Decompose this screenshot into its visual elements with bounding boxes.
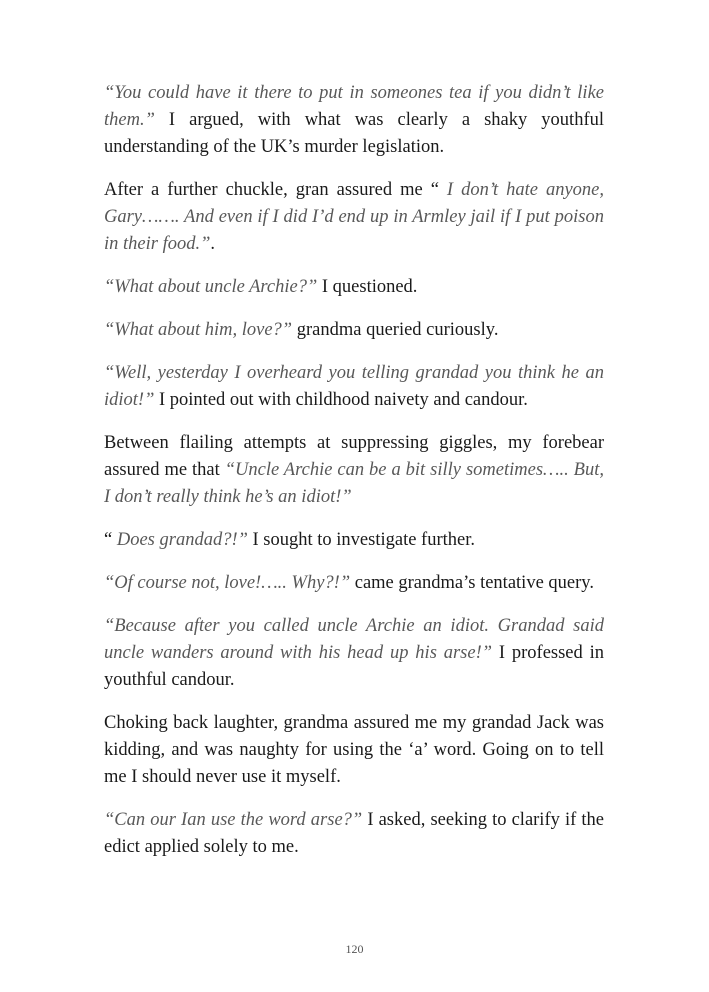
dialogue-text: Does grandad?!” [116,530,248,550]
narration-text: I asked, seeking to clarify if the edict applied solely to me. [104,810,604,857]
paragraph [104,807,604,861]
narration-text: grandma queried curiously. [292,320,499,340]
paragraph [104,430,604,511]
dialogue-text: I don’t hate anyone, Gary……. And even if I did I’d end up in Armley jail if I put poison in their food.” [104,180,604,254]
narration-text: . [210,234,216,254]
narration-text: Between flailing attempts at suppressing giggles, my forebear assured me that [104,433,604,480]
paragraph [104,177,604,258]
body-text [104,80,604,877]
narration-text: I professed in youthful candour. [104,643,604,690]
dialogue-text: “Because after you called uncle Archie an idiot. Grandad said uncle wanders around with his head up his arse!” [104,616,604,663]
narration-text: I sought to investigate further. [247,530,475,550]
paragraph [104,570,604,597]
narration-text: After a further chuckle, gran assured me “ [104,180,447,200]
narration-text: came grandma’s tentative query. [350,573,594,593]
paragraph [104,317,604,344]
dialogue-text: “Well, yesterday I overheard you telling grandad you think he an idiot!” [104,363,604,410]
dialogue-text: “What about him, love?” [104,320,293,340]
narration-text: “ [104,530,117,550]
narration-text: I argued, with what was clearly a shaky youthful understanding of the UK’s murder legislation. [104,110,604,157]
dialogue-text: “Uncle Archie can be a bit silly sometimes….. But, I don’t really think he’s an idiot!” [104,460,604,507]
paragraph [104,527,604,554]
paragraph [104,274,604,301]
page-number: 120 [345,942,364,956]
narration-text: I questioned. [317,277,418,297]
paragraph [104,80,604,161]
paragraph [104,710,604,791]
narration-text: I pointed out with childhood naivety and candour. [154,390,528,410]
dialogue-text: “Of course not, love!….. Why?!” [104,573,351,593]
paragraph [104,613,604,694]
dialogue-text: “What about uncle Archie?” [104,277,318,297]
dialogue-text: “You could have it there to put in someones tea if you didn’t like them.” [104,83,604,130]
paragraph [104,360,604,414]
narration-text: Choking back laughter, grandma assured me my grandad Jack was kidding, and was naughty for using the ‘a’ word. Going on to tell me I should never use it myself. [104,713,604,787]
dialogue-text: “Can our Ian use the word arse?” [104,810,363,830]
